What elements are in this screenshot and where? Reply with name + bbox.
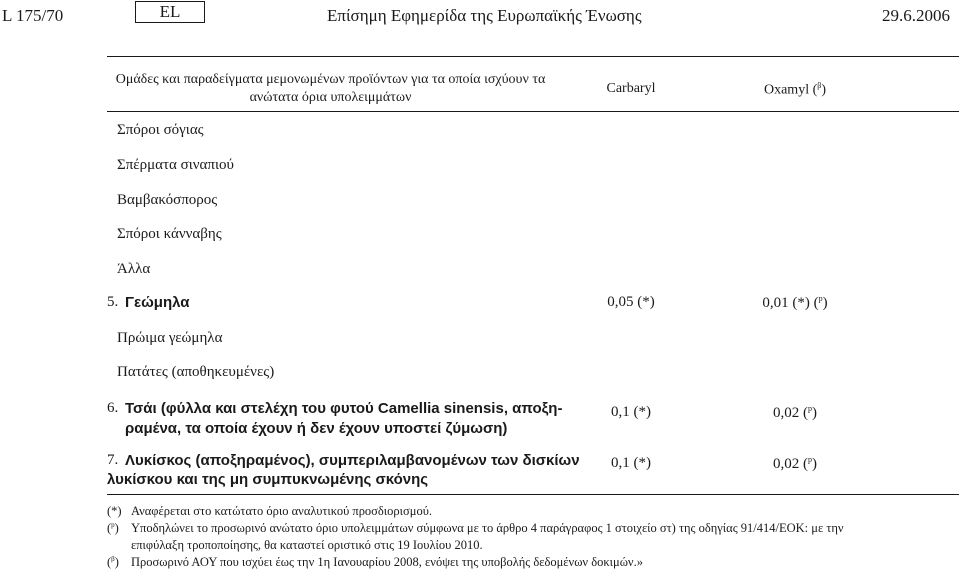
column-header-carbaryl: Carbaryl: [606, 81, 656, 96]
category-tsai-line2: ραμένα, τα οποία έχουν ή δεν έχουν υποστεί ζύμωση): [125, 420, 508, 437]
value-carbaryl: 0,05 (*): [607, 294, 655, 310]
table-top-rule: [107, 56, 959, 57]
footnote-text: επιφύλαξη τροποποίησης, θα καταστεί οριστικό στις 19 Ιουλίου 2010.: [131, 538, 483, 552]
journal-title: Επίσημη Εφημερίδα της Ευρωπαϊκής Ένωσης: [327, 6, 642, 25]
category-lykiskos-line1: Λυκίσκος (αποξηραμένος), συμπεριλαμβανομένων των δισκίων: [125, 452, 580, 469]
row-number: 6.: [107, 400, 119, 416]
list-item: Βαμβακόσπορος: [117, 192, 218, 208]
footnote-marker: ($^p$): [107, 521, 119, 536]
column-header-oxamyl: Oxamyl ($^\beta$): [763, 81, 826, 98]
value-oxamyl: 0,02 ($^p$): [773, 404, 817, 421]
footnote-text: Προσωρινό ΑΟΥ που ισχύει έως την 1η Ιανουαρίου 2008, ενόψει της υποβολής δεδομένων δοκιμών.»: [131, 555, 643, 569]
category-geomila: Γεώμηλα: [125, 294, 190, 311]
language-badge: EL: [135, 1, 205, 23]
value-carbaryl: 0,1 (*): [611, 455, 651, 471]
list-item: Άλλα: [117, 261, 151, 277]
group-header-line1: Ομάδες και παραδείγματα μεμονωμένων προϊόντων για τα οποία ισχύουν τα: [115, 72, 546, 87]
list-item: Σπόροι σόγιας: [117, 122, 204, 138]
category-lykiskos-line2: λυκίσκου και της μη συμπυκνωμένης σκόνης: [107, 471, 429, 488]
page-reference: L 175/70: [2, 6, 64, 25]
value-carbaryl: 0,1 (*): [611, 404, 651, 420]
row-number: 5.: [107, 294, 119, 310]
category-tsai-line1: Τσάι (φύλλα και στελέχη του φυτού Camellia sinensis, αποξη-: [125, 400, 563, 417]
footnote-marker: ($^\beta$): [107, 555, 119, 570]
row-number: 7.: [107, 452, 119, 468]
footnote-marker: (*): [107, 504, 122, 518]
list-item: Πρώιμα γεώμηλα: [117, 330, 223, 346]
value-oxamyl: 0,02 ($^p$): [773, 455, 817, 472]
group-header-line2: ανώτατα όρια υπολειμμάτων: [249, 90, 412, 105]
footnote-text: Υποδηλώνει το προσωρινό ανώτατο όριο υπολειμμάτων σύμφωνα με το άρθρο 4 παράγραφος 1 στοιχείο στ) της οδηγίας 91/414/ΕΟΚ: με την: [131, 521, 844, 535]
list-item: Σπόροι κάνναβης: [117, 226, 222, 242]
publication-date: 29.6.2006: [882, 6, 950, 25]
table-bottom-rule: [107, 494, 959, 495]
list-item: Σπέρματα σιναπιού: [117, 157, 234, 173]
value-oxamyl: 0,01 (*) ($^p$): [762, 294, 828, 311]
table-header-rule: [107, 111, 959, 112]
list-item: Πατάτες (αποθηκευμένες): [117, 364, 275, 380]
footnote-text: Αναφέρεται στο κατώτατο όριο αναλυτικού προσδιορισμού.: [131, 504, 433, 518]
